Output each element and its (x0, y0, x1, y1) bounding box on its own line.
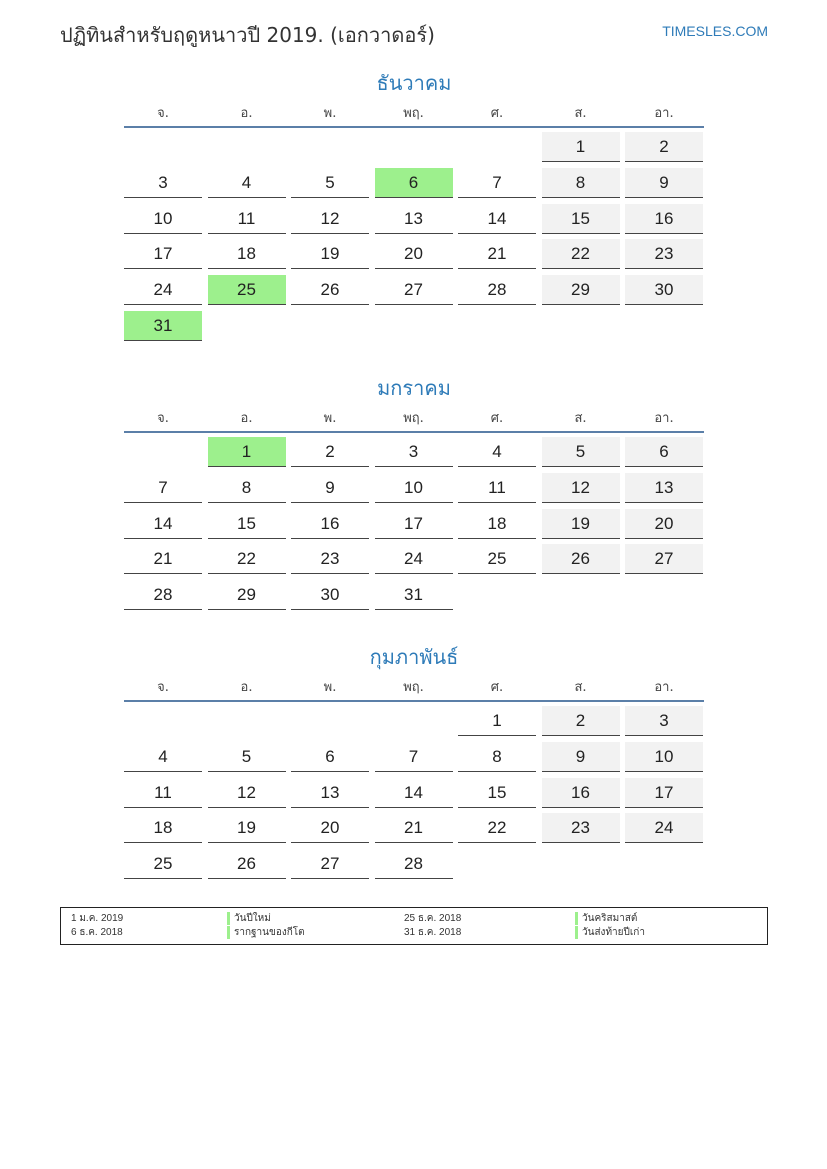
holiday-day-cell: 25 (208, 275, 286, 305)
day-cell: 15 (542, 204, 620, 234)
holiday-day-cell: 31 (124, 311, 202, 341)
day-cell: 21 (124, 544, 202, 574)
month-december (124, 68, 704, 335)
day-cell: 20 (291, 813, 369, 843)
day-cell: 5 (208, 742, 286, 772)
day-cell: 17 (625, 778, 703, 808)
day-cell: 1 (458, 706, 536, 736)
day-cell: 27 (375, 275, 453, 305)
day-cell: 23 (291, 544, 369, 574)
day-cell: 4 (458, 437, 536, 467)
weekday-label: พฤ. (403, 411, 424, 426)
day-cell: 23 (625, 239, 703, 269)
day-cell: 27 (291, 849, 369, 879)
weekday-label: ส. (574, 680, 587, 695)
day-cell: 16 (625, 204, 703, 234)
day-cell: 20 (375, 239, 453, 269)
day-cell: 24 (625, 813, 703, 843)
weekday-label: จ. (157, 680, 169, 695)
day-cell: 16 (291, 509, 369, 539)
holiday-day-cell: 1 (208, 437, 286, 467)
day-cell: 14 (458, 204, 536, 234)
day-cell: 2 (542, 706, 620, 736)
day-cell: 31 (375, 580, 453, 610)
month-title: มกราคม (377, 376, 451, 400)
day-cell: 30 (291, 580, 369, 610)
weekday-label: พ. (323, 411, 337, 426)
weekday-label: อ. (240, 680, 253, 695)
legend-date: 25 ธ.ค. 2018 (404, 913, 462, 924)
day-cell: 6 (625, 437, 703, 467)
day-cell: 11 (208, 204, 286, 234)
weekday-label: จ. (157, 411, 169, 426)
day-cell: 8 (458, 742, 536, 772)
day-cell: 1 (542, 132, 620, 162)
day-cell: 22 (208, 544, 286, 574)
weekday-label: ส. (574, 106, 587, 121)
holiday-day-cell: 6 (375, 168, 453, 198)
day-cell: 3 (375, 437, 453, 467)
weekday-header (124, 403, 704, 433)
day-cell: 3 (625, 706, 703, 736)
day-cell: 12 (208, 778, 286, 808)
day-cell: 30 (625, 275, 703, 305)
day-cell: 28 (375, 849, 453, 879)
legend-holiday-name: วันคริสมาสต์ (575, 912, 637, 925)
day-cell: 26 (291, 275, 369, 305)
day-cell: 2 (625, 132, 703, 162)
day-cell: 13 (625, 473, 703, 503)
day-cell: 29 (208, 580, 286, 610)
day-cell: 4 (208, 168, 286, 198)
day-cell: 10 (124, 204, 202, 234)
day-cell: 8 (208, 473, 286, 503)
day-cell: 6 (291, 742, 369, 772)
day-cell: 11 (124, 778, 202, 808)
weekday-label: ศ. (490, 411, 504, 426)
month-february (124, 642, 704, 874)
day-cell: 22 (542, 239, 620, 269)
day-cell: 20 (625, 509, 703, 539)
weekday-header (124, 672, 704, 702)
day-cell: 12 (291, 204, 369, 234)
day-cell: 26 (208, 849, 286, 879)
day-cell: 17 (124, 239, 202, 269)
day-cell: 28 (458, 275, 536, 305)
month-january (124, 373, 704, 605)
day-cell: 5 (291, 168, 369, 198)
day-cell: 10 (625, 742, 703, 772)
day-cell: 17 (375, 509, 453, 539)
day-cell: 11 (458, 473, 536, 503)
legend-holiday-name: รากฐานของกีโต (227, 926, 305, 939)
day-cell: 7 (458, 168, 536, 198)
holiday-legend (60, 907, 768, 945)
legend-holiday-name: วันส่งท้ายปีเก่า (575, 926, 645, 939)
day-cell: 18 (458, 509, 536, 539)
day-cell: 15 (208, 509, 286, 539)
day-cell: 25 (458, 544, 536, 574)
weekday-label: ศ. (490, 106, 504, 121)
day-cell: 18 (124, 813, 202, 843)
day-cell: 2 (291, 437, 369, 467)
day-cell: 25 (124, 849, 202, 879)
month-title: กุมภาพันธ์ (369, 645, 459, 669)
day-cell: 8 (542, 168, 620, 198)
weekday-label: จ. (157, 106, 169, 121)
day-cell: 16 (542, 778, 620, 808)
day-cell: 29 (542, 275, 620, 305)
day-cell: 19 (291, 239, 369, 269)
day-cell: 24 (375, 544, 453, 574)
day-cell: 10 (375, 473, 453, 503)
weekday-label: พฤ. (403, 680, 424, 695)
day-cell: 14 (375, 778, 453, 808)
day-cell: 9 (291, 473, 369, 503)
day-cell: 26 (542, 544, 620, 574)
day-cell: 22 (458, 813, 536, 843)
day-cell: 4 (124, 742, 202, 772)
weekday-label: พ. (323, 106, 337, 121)
day-cell: 5 (542, 437, 620, 467)
day-cell: 9 (542, 742, 620, 772)
day-cell: 23 (542, 813, 620, 843)
weekday-header (124, 98, 704, 128)
day-cell: 12 (542, 473, 620, 503)
day-cell: 18 (208, 239, 286, 269)
day-cell: 7 (375, 742, 453, 772)
day-cell: 27 (625, 544, 703, 574)
site-link[interactable]: TIMESLES.COM (662, 23, 768, 39)
day-cell: 9 (625, 168, 703, 198)
month-title: ธันวาคม (376, 71, 452, 95)
weekday-label: ส. (574, 411, 587, 426)
weekday-label: อ. (240, 106, 253, 121)
weekday-label: อา. (654, 106, 674, 121)
day-cell: 13 (375, 204, 453, 234)
day-cell: 13 (291, 778, 369, 808)
legend-date: 6 ธ.ค. 2018 (71, 927, 123, 938)
day-cell: 21 (458, 239, 536, 269)
day-cell: 14 (124, 509, 202, 539)
day-cell: 24 (124, 275, 202, 305)
weekday-label: อ. (240, 411, 253, 426)
day-cell: 28 (124, 580, 202, 610)
day-cell: 19 (542, 509, 620, 539)
weekday-label: อา. (654, 680, 674, 695)
weekday-label: อา. (654, 411, 674, 426)
page-title: ปฏิทินสำหรับฤดูหนาวปี 2019. (เอกวาดอร์) (60, 23, 435, 47)
day-cell: 3 (124, 168, 202, 198)
legend-holiday-name: วันปีใหม่ (227, 912, 271, 925)
weekday-label: พฤ. (403, 106, 424, 121)
day-cell: 21 (375, 813, 453, 843)
weekday-label: พ. (323, 680, 337, 695)
legend-date: 31 ธ.ค. 2018 (404, 927, 462, 938)
day-cell: 7 (124, 473, 202, 503)
legend-date: 1 ม.ค. 2019 (71, 913, 124, 924)
weekday-label: ศ. (490, 680, 504, 695)
day-cell: 15 (458, 778, 536, 808)
day-cell: 19 (208, 813, 286, 843)
